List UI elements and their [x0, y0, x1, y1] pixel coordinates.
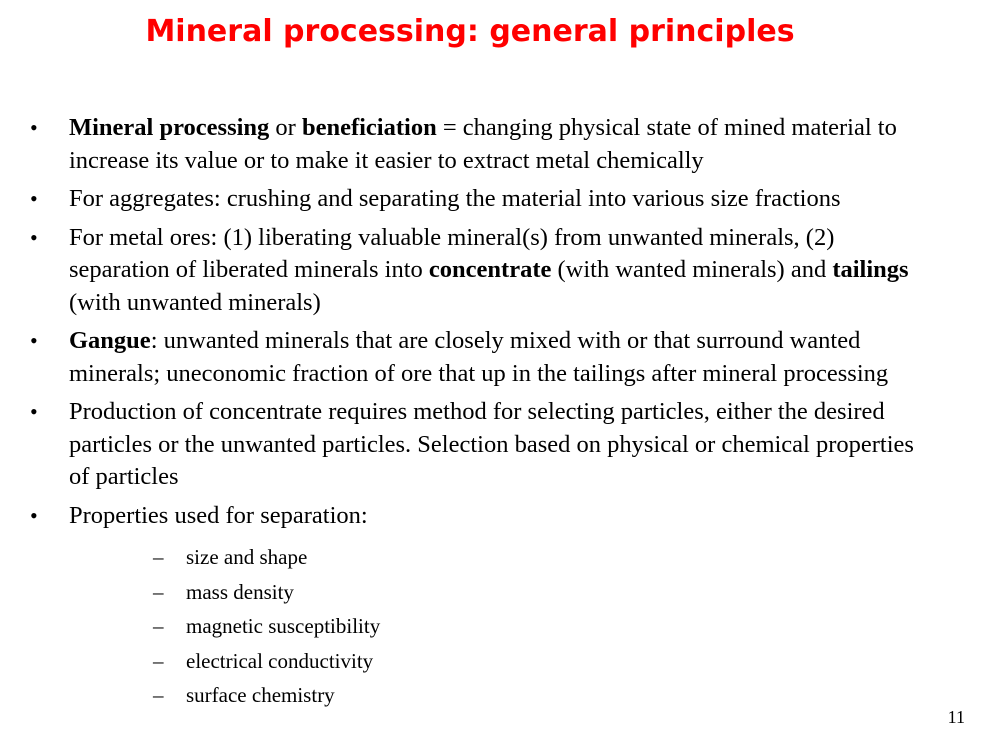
- sub-item-text: electrical conductivity: [186, 648, 374, 673]
- bullet-text: [69, 185, 841, 212]
- sub-item-text: magnetic susceptibility: [186, 614, 381, 638]
- bullet-item: [0, 325, 987, 390]
- sub-item-text: size and shape: [186, 545, 308, 569]
- sub-list-item: [69, 609, 927, 644]
- bullet-text: [69, 398, 914, 490]
- dash-marker: –: [153, 648, 164, 673]
- text-segment: or: [269, 114, 302, 141]
- bullet-marker: •: [30, 115, 38, 140]
- bullet-item: [0, 112, 987, 177]
- sub-list-item: [69, 575, 927, 610]
- bullet-text: [69, 327, 888, 387]
- bold-term: Mineral processing: [69, 114, 270, 141]
- dash-marker: –: [153, 683, 164, 707]
- bullet-marker: •: [30, 502, 38, 528]
- text-segment: (with unwanted minerals): [69, 288, 321, 316]
- bullet-item: [0, 500, 987, 713]
- text-segment: For aggregates: crushing and separating the material into various size fractions: [69, 185, 841, 212]
- text-segment: Properties used for separation:: [69, 501, 368, 529]
- text-segment: : unwanted minerals that are closely mixed with or that surround wanted minerals; uneconomic fraction of ore that up in the tailings after mineral processing: [69, 327, 889, 387]
- bold-term: Gangue: [69, 327, 151, 354]
- bullet-item: [0, 183, 987, 216]
- bullet-text: [69, 224, 909, 316]
- bullet-item: [0, 396, 987, 494]
- text-segment: Production of concentrate requires method for selecting particles, either the desired particles or the unwanted particles. Selection based on physical or chemical properties of particles: [69, 398, 914, 490]
- bullet-text: [69, 114, 897, 174]
- bold-term: tailings: [832, 256, 909, 283]
- sub-item-text: surface chemistry: [186, 683, 335, 707]
- bullet-marker: •: [30, 328, 38, 353]
- text-segment: For metal ores: (1) liberating valuable mineral(s) from unwanted minerals, (2) separation of liberated minerals into: [69, 223, 835, 283]
- text-segment: (with wanted minerals) and: [551, 256, 833, 283]
- bullet-marker: •: [30, 399, 38, 424]
- sub-list: [69, 540, 927, 713]
- dash-marker: –: [153, 579, 164, 604]
- dash-marker: –: [153, 614, 164, 638]
- bullet-list: [0, 112, 987, 719]
- slide-title: Mineral processing: general principles: [145, 14, 795, 49]
- text-segment: = changing physical state of mined material to increase its value or to make it easier to extract metal chemically: [69, 114, 897, 174]
- bullet-marker: •: [30, 224, 38, 250]
- sub-list-item: [69, 678, 927, 713]
- sub-list-item: [69, 540, 927, 575]
- dash-marker: –: [153, 545, 164, 569]
- sub-list-item: [69, 644, 927, 679]
- bold-term: beneficiation: [301, 114, 437, 141]
- bold-term: concentrate: [428, 256, 552, 283]
- bullet-marker: •: [30, 186, 38, 211]
- sub-item-text: mass density: [186, 579, 294, 604]
- bullet-text: [69, 502, 368, 529]
- bullet-item: [0, 222, 987, 320]
- slide-number: 11: [947, 707, 965, 727]
